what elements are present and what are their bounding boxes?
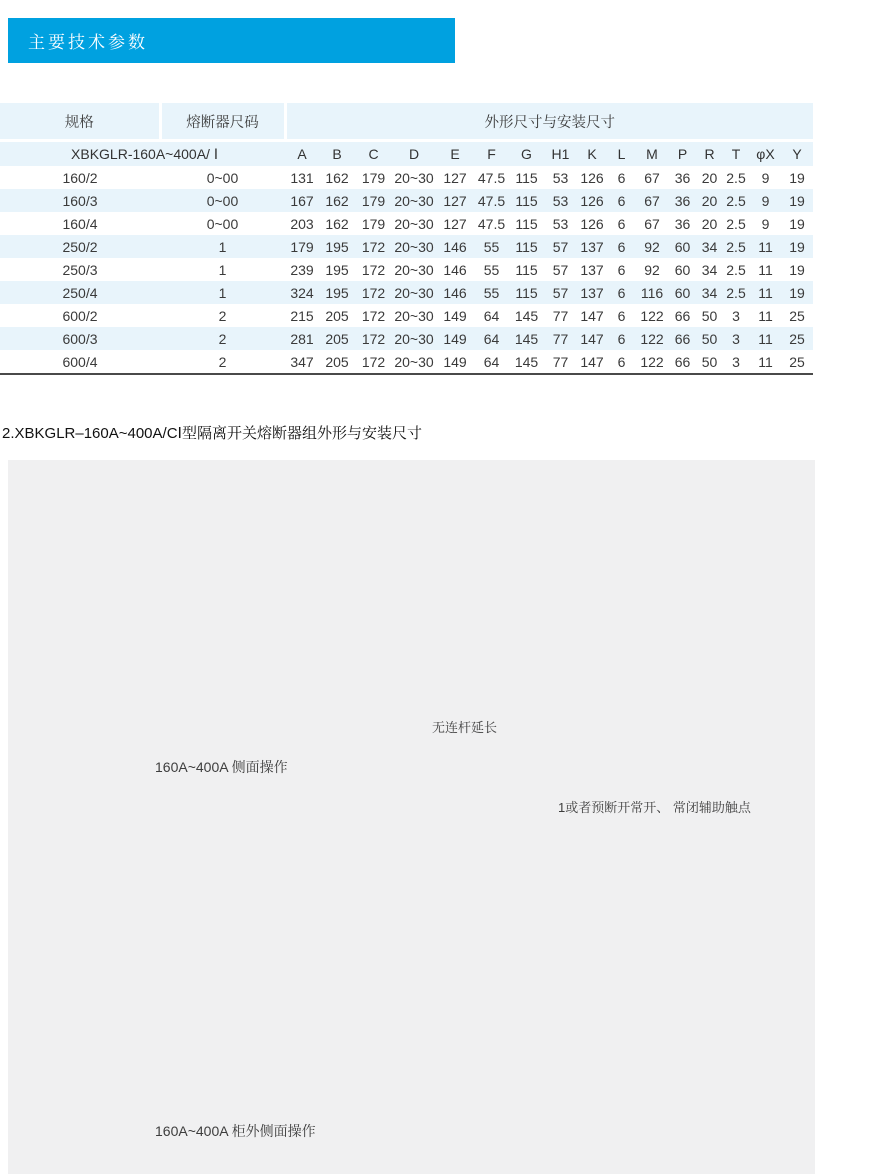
- dim-cell: 25: [789, 307, 805, 324]
- dim-cell: 36: [674, 169, 691, 186]
- dim-cell: 20~30: [394, 330, 434, 347]
- dim-cell: 6: [617, 261, 626, 278]
- dim-cell: 115: [515, 215, 538, 232]
- dim-cell: 20: [701, 192, 718, 209]
- dim-cell: 11: [758, 238, 773, 255]
- dim-cell: 36: [674, 192, 691, 209]
- dim-cell: 6: [617, 307, 626, 324]
- dim-cell: 203: [290, 215, 314, 232]
- dim-cell: 67: [644, 192, 660, 209]
- dim-col-header: E: [436, 141, 474, 167]
- dim-cell: 20~30: [394, 284, 434, 301]
- dim-cell: 205: [319, 350, 355, 374]
- dim-cell: 20~30: [394, 307, 434, 324]
- dim-cell: 2.5: [726, 215, 746, 232]
- dim-cell: 53: [552, 192, 569, 209]
- dim-cell: 172: [361, 330, 386, 347]
- dim-cell: 64: [483, 307, 500, 324]
- dim-cell: 137: [580, 284, 604, 301]
- dim-cell: 50: [701, 307, 718, 324]
- dim-cell: 239: [290, 261, 314, 278]
- dim-cell: 324: [290, 284, 314, 301]
- dim-cell: 20~30: [394, 238, 434, 255]
- table-row: [0, 281, 813, 304]
- dim-cell: 19: [789, 238, 805, 255]
- dim-cell: 92: [644, 261, 660, 278]
- panel-label-aux-contact: 1或者预断开常开、 常闭辅助触点: [558, 800, 751, 815]
- dim-col-header: Y: [781, 141, 813, 167]
- dim-cell: 60: [674, 261, 691, 278]
- table-row: [0, 212, 813, 235]
- dim-cell: 195: [325, 284, 349, 301]
- dim-cell: 11: [758, 307, 773, 324]
- dim-cell: 11: [758, 261, 773, 278]
- model-label: XBKGLR-160A~400A/ Ⅰ: [0, 141, 285, 167]
- dim-cell: 25: [789, 330, 805, 347]
- dim-cell: 67: [644, 215, 660, 232]
- dim-cell: 115: [515, 192, 538, 209]
- dim-cell: 6: [617, 169, 626, 186]
- fuse-cell: 2: [218, 330, 227, 347]
- dim-cell: 20: [701, 169, 718, 186]
- spec-cell: 600/3: [62, 330, 98, 347]
- fuse-cell: 1: [218, 261, 227, 278]
- dim-cell: 64: [483, 330, 500, 347]
- dim-cell: 2.5: [726, 238, 746, 255]
- spec-cell: 160/4: [62, 215, 98, 232]
- dim-cell: 172: [355, 350, 392, 374]
- dim-cell: 347: [285, 350, 319, 374]
- dim-cell: 179: [290, 238, 314, 255]
- dim-cell: 20~30: [394, 215, 434, 232]
- dim-cell: 127: [443, 215, 467, 232]
- dim-cell: 116: [640, 284, 664, 301]
- dim-cell: 146: [443, 261, 467, 278]
- table-row: [0, 189, 813, 212]
- dim-cell: 2.5: [726, 192, 746, 209]
- dim-cell: 167: [290, 192, 314, 209]
- dim-col-header: B: [319, 141, 355, 167]
- dim-cell: 9: [761, 169, 770, 186]
- dim-cell: 19: [789, 215, 805, 232]
- fuse-cell: 1: [218, 238, 227, 255]
- dim-cell: 145: [514, 307, 539, 324]
- dim-cell: 77: [552, 330, 569, 347]
- dim-cell: 122: [640, 307, 664, 324]
- dim-col-header: K: [577, 141, 607, 167]
- dim-cell: 19: [789, 261, 805, 278]
- table-row: [0, 166, 813, 189]
- spec-cell: 250/4: [62, 284, 98, 301]
- dim-cell: 77: [552, 307, 569, 324]
- dim-cell: 25: [781, 350, 813, 374]
- dim-col-header: F: [474, 141, 509, 167]
- dim-cell: 3: [732, 330, 740, 347]
- dim-cell: 34: [701, 284, 718, 301]
- table-group-header-row: [0, 103, 813, 141]
- dim-cell: 115: [515, 238, 538, 255]
- dim-cell: 2.5: [726, 284, 746, 301]
- dim-cell: 149: [443, 330, 467, 347]
- dim-cell: 47.5: [477, 215, 506, 232]
- dim-cell: 6: [617, 192, 626, 209]
- dim-cell: 126: [580, 169, 604, 186]
- dim-cell: 172: [361, 238, 386, 255]
- fuse-cell: 0~00: [206, 215, 239, 232]
- dim-cell: 145: [509, 350, 544, 374]
- table-row: [0, 304, 813, 327]
- dim-cell: 92: [644, 238, 660, 255]
- table-row: [0, 350, 813, 374]
- dim-cell: 55: [483, 238, 500, 255]
- dim-col-header: A: [285, 141, 319, 167]
- dim-cell: 60: [674, 238, 691, 255]
- dim-cell: 20~30: [394, 169, 434, 186]
- dim-col-header: P: [668, 141, 697, 167]
- dim-cell: 66: [674, 330, 691, 347]
- dim-cell: 6: [617, 238, 626, 255]
- spec-table: [0, 103, 813, 375]
- dim-cell: 20: [701, 215, 718, 232]
- spec-table-body: [0, 166, 813, 374]
- dim-cell: 147: [580, 307, 604, 324]
- dim-col-header: L: [607, 141, 636, 167]
- dim-cell: 47.5: [477, 169, 506, 186]
- dim-cell: 162: [325, 192, 349, 209]
- dim-cell: 115: [515, 284, 538, 301]
- spec-cell: 160/3: [62, 192, 98, 209]
- dim-cell: 67: [644, 169, 660, 186]
- dim-cell: 145: [514, 330, 539, 347]
- table-row: [0, 327, 813, 350]
- dim-cell: 47.5: [477, 192, 506, 209]
- dim-cell: 64: [474, 350, 509, 374]
- spec-cell: 160/2: [62, 169, 98, 186]
- dim-cell: 115: [515, 261, 538, 278]
- dim-cell: 172: [361, 284, 386, 301]
- dim-col-header: T: [722, 141, 750, 167]
- dim-cell: 19: [789, 284, 805, 301]
- dim-cell: 205: [325, 307, 349, 324]
- dim-cell: 122: [640, 330, 664, 347]
- dim-cell: 55: [483, 261, 500, 278]
- dim-header-row: [0, 141, 813, 167]
- dim-cell: 34: [701, 238, 718, 255]
- section-caption: 2.XBKGLR–160A~400A/CⅠ型隔离开关熔断器组外形与安装尺寸: [2, 425, 422, 442]
- dim-cell: 131: [290, 169, 314, 186]
- dim-cell: 66: [668, 350, 697, 374]
- fuse-column-header: 熔断器尺码: [160, 103, 285, 141]
- dim-cell: 205: [325, 330, 349, 347]
- spec-cell: 250/2: [62, 238, 98, 255]
- drawing-panel: [8, 460, 815, 1174]
- fuse-cell: 2: [218, 307, 227, 324]
- dim-cell: 172: [361, 261, 386, 278]
- dim-cell: 149: [436, 350, 474, 374]
- dim-cell: 126: [580, 215, 604, 232]
- dim-cell: 20~30: [392, 350, 436, 374]
- dim-cell: 9: [761, 192, 770, 209]
- panel-label-cabinet-operation: 160A~400A 柜外侧面操作: [155, 1123, 316, 1139]
- dim-cell: 11: [758, 330, 773, 347]
- dims-group-header: 外形尺寸与安装尺寸: [285, 103, 813, 141]
- dim-cell: 20~30: [394, 192, 434, 209]
- dim-cell: 11: [750, 350, 781, 374]
- dim-cell: 20~30: [394, 261, 434, 278]
- dim-cell: 126: [580, 192, 604, 209]
- dim-cell: 281: [290, 330, 314, 347]
- dim-cell: 50: [701, 330, 718, 347]
- fuse-cell: 2: [160, 350, 285, 374]
- table-row: [0, 258, 813, 281]
- dim-col-header: D: [392, 141, 436, 167]
- dim-cell: 127: [443, 169, 467, 186]
- section-banner-title: 主要技术参数: [28, 33, 148, 52]
- dim-cell: 6: [617, 215, 626, 232]
- dim-cell: 115: [515, 169, 538, 186]
- dim-cell: 215: [290, 307, 314, 324]
- dim-cell: 36: [674, 215, 691, 232]
- dim-cell: 50: [697, 350, 722, 374]
- spec-cell: 600/2: [62, 307, 98, 324]
- dim-cell: 146: [443, 238, 467, 255]
- spec-cell: 600/4: [0, 350, 160, 374]
- dim-cell: 146: [443, 284, 467, 301]
- dim-cell: 3: [722, 350, 750, 374]
- dim-cell: 137: [580, 261, 604, 278]
- dim-cell: 179: [361, 169, 386, 186]
- dim-cell: 55: [483, 284, 500, 301]
- dim-cell: 6: [617, 284, 626, 301]
- dim-cell: 57: [552, 261, 569, 278]
- dim-cell: 162: [325, 215, 349, 232]
- dim-cell: 9: [761, 215, 770, 232]
- dim-cell: 53: [552, 215, 569, 232]
- dim-col-header: φX: [750, 141, 781, 167]
- fuse-cell: 0~00: [206, 192, 239, 209]
- spec-cell: 250/3: [62, 261, 98, 278]
- dim-cell: 6: [607, 350, 636, 374]
- dim-cell: 34: [701, 261, 718, 278]
- table-row: [0, 235, 813, 258]
- fuse-cell: 1: [218, 284, 227, 301]
- dim-cell: 2.5: [726, 261, 746, 278]
- fuse-cell: 0~00: [206, 169, 239, 186]
- dim-cell: 60: [674, 284, 691, 301]
- dim-cell: 6: [617, 330, 626, 347]
- dim-cell: 137: [580, 238, 604, 255]
- panel-label-extend: 无连杆延长: [432, 720, 498, 735]
- dim-cell: 127: [443, 192, 467, 209]
- dim-cell: 122: [636, 350, 668, 374]
- dim-cell: 57: [552, 284, 569, 301]
- dim-cell: 66: [674, 307, 691, 324]
- dim-col-header: R: [697, 141, 722, 167]
- dim-col-header: C: [355, 141, 392, 167]
- dim-cell: 149: [443, 307, 467, 324]
- dim-cell: 162: [325, 169, 349, 186]
- dim-cell: 195: [325, 261, 349, 278]
- dim-cell: 57: [552, 238, 569, 255]
- dim-col-header: M: [636, 141, 668, 167]
- dim-cell: 77: [544, 350, 577, 374]
- dim-cell: 19: [789, 169, 805, 186]
- dim-cell: 179: [361, 192, 386, 209]
- dim-col-header: H1: [544, 141, 577, 167]
- dim-col-header: G: [509, 141, 544, 167]
- spec-column-header: 规格: [0, 103, 160, 141]
- dim-cell: 147: [580, 330, 604, 347]
- dim-cell: 147: [577, 350, 607, 374]
- dim-cell: 19: [789, 192, 805, 209]
- dim-cell: 195: [325, 238, 349, 255]
- section-banner: [8, 18, 455, 63]
- dim-cell: 3: [732, 307, 740, 324]
- dim-cell: 53: [552, 169, 569, 186]
- dim-cell: 11: [758, 284, 773, 301]
- dim-cell: 179: [361, 215, 386, 232]
- dim-cell: 2.5: [726, 169, 746, 186]
- dim-cell: 172: [361, 307, 386, 324]
- panel-label-side-operation: 160A~400A 侧面操作: [155, 759, 288, 775]
